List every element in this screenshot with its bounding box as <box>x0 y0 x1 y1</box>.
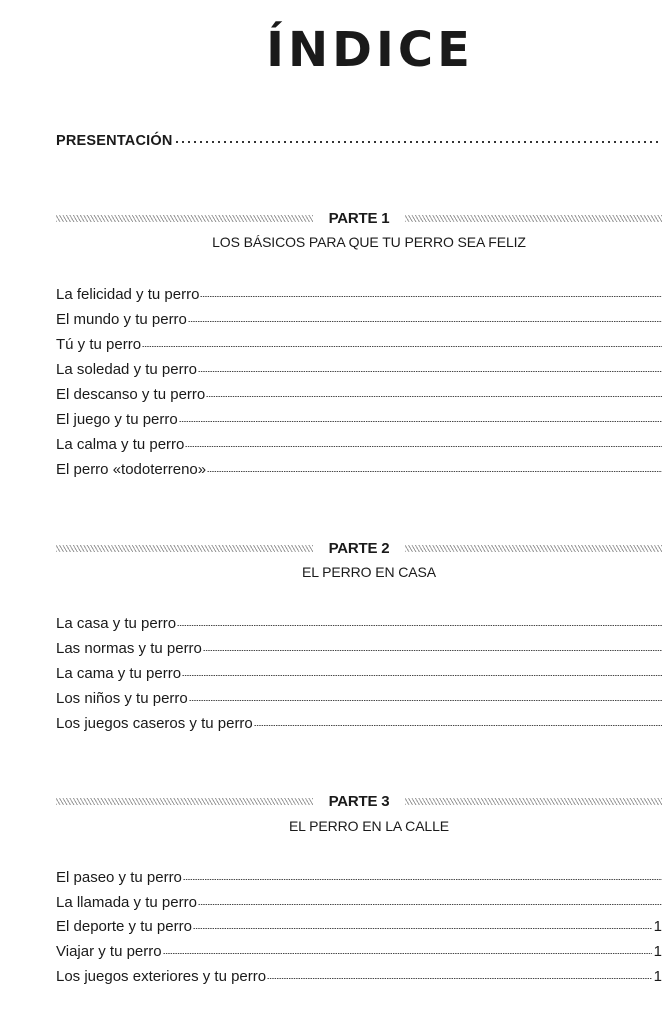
dot-leader <box>182 674 662 677</box>
toc-entry[interactable] <box>56 461 662 478</box>
dot-leader <box>189 699 662 702</box>
dot-leader <box>198 903 662 906</box>
dot-leader <box>267 977 652 980</box>
toc-entry[interactable] <box>56 286 662 303</box>
toc-entry[interactable] <box>56 361 662 378</box>
toc-entry[interactable] <box>56 411 662 428</box>
toc-entry-label: Las normas y tu perro <box>56 640 202 657</box>
toc-entry[interactable] <box>56 615 662 632</box>
dot-leader <box>193 927 652 930</box>
dot-leader <box>198 370 662 373</box>
part-2-header <box>56 541 662 555</box>
toc-entry-page: 1 <box>653 943 662 960</box>
dot-leader <box>183 878 662 881</box>
part-2-label: PARTE 2 <box>328 539 390 557</box>
toc-entry[interactable] <box>56 640 662 657</box>
part-1-label: PARTE 1 <box>328 209 390 227</box>
toc-entry-page: 1 <box>653 918 662 935</box>
toc-entry[interactable] <box>56 918 662 935</box>
toc-entry[interactable] <box>56 715 662 732</box>
toc-entry-label: Tú y tu perro <box>56 336 142 353</box>
toc-entry-label: Los niños y tu perro <box>56 690 188 707</box>
toc-entry-label: La cama y tu perro <box>56 665 182 682</box>
dot-leader <box>174 140 662 144</box>
toc-entry[interactable] <box>56 311 662 328</box>
toc-entry-label: La felicidad y tu perro <box>56 286 200 303</box>
part-3-subtitle: EL PERRO EN LA CALLE <box>288 818 450 834</box>
hatch-divider <box>405 215 662 222</box>
toc-entry-label: La casa y tu perro <box>56 615 177 632</box>
part-3-header <box>56 794 662 808</box>
toc-entry-label: La calma y tu perro <box>56 436 185 453</box>
dot-leader <box>142 345 662 348</box>
toc-entry-label: La llamada y tu perro <box>56 894 197 911</box>
part-2-subtitle: EL PERRO EN CASA <box>301 564 437 580</box>
part-3-label: PARTE 3 <box>328 792 390 810</box>
toc-entry-label: Los juegos exteriores y tu perro <box>56 968 267 985</box>
toc-entry-label: PRESENTACIÓN <box>56 133 173 149</box>
toc-entry-label: El juego y tu perro <box>56 411 178 428</box>
toc-entry-label: El deporte y tu perro <box>56 918 192 935</box>
hatch-divider <box>56 545 313 552</box>
dot-leader <box>203 649 662 652</box>
toc-entry-label: El perro «todoterreno» <box>56 461 207 478</box>
toc-entry[interactable] <box>56 869 662 886</box>
dot-leader <box>207 470 662 473</box>
toc-entry-presentation[interactable] <box>56 133 662 149</box>
dot-leader <box>188 320 662 323</box>
toc-entry[interactable] <box>56 436 662 453</box>
toc-entry[interactable] <box>56 894 662 911</box>
toc-entry-label: Los juegos caseros y tu perro <box>56 715 253 732</box>
toc-entry[interactable] <box>56 386 662 403</box>
toc-entry-label: La soledad y tu perro <box>56 361 197 378</box>
part-1-subtitle: LOS BÁSICOS PARA QUE TU PERRO SEA FELIZ <box>212 234 526 250</box>
part-1-header <box>56 211 662 225</box>
dot-leader <box>185 445 662 448</box>
dot-leader <box>163 952 652 955</box>
toc-entry[interactable] <box>56 968 662 985</box>
page-title: ÍNDICE <box>266 22 474 78</box>
dot-leader <box>179 420 662 423</box>
toc-entry-label: El descanso y tu perro <box>56 386 206 403</box>
hatch-divider <box>56 215 313 222</box>
toc-entry-page: 1 <box>653 968 662 985</box>
hatch-divider <box>405 545 662 552</box>
hatch-divider <box>405 798 662 805</box>
toc-entry[interactable] <box>56 690 662 707</box>
hatch-divider <box>56 798 313 805</box>
toc-entry[interactable] <box>56 336 662 353</box>
dot-leader <box>200 295 662 298</box>
toc-entry-label: El paseo y tu perro <box>56 869 182 886</box>
toc-entry[interactable] <box>56 943 662 960</box>
toc-entry-label: Viajar y tu perro <box>56 943 162 960</box>
toc-entry-label: El mundo y tu perro <box>56 311 187 328</box>
dot-leader <box>206 395 662 398</box>
dot-leader <box>177 624 662 627</box>
toc-entry[interactable] <box>56 665 662 682</box>
dot-leader <box>254 724 662 727</box>
